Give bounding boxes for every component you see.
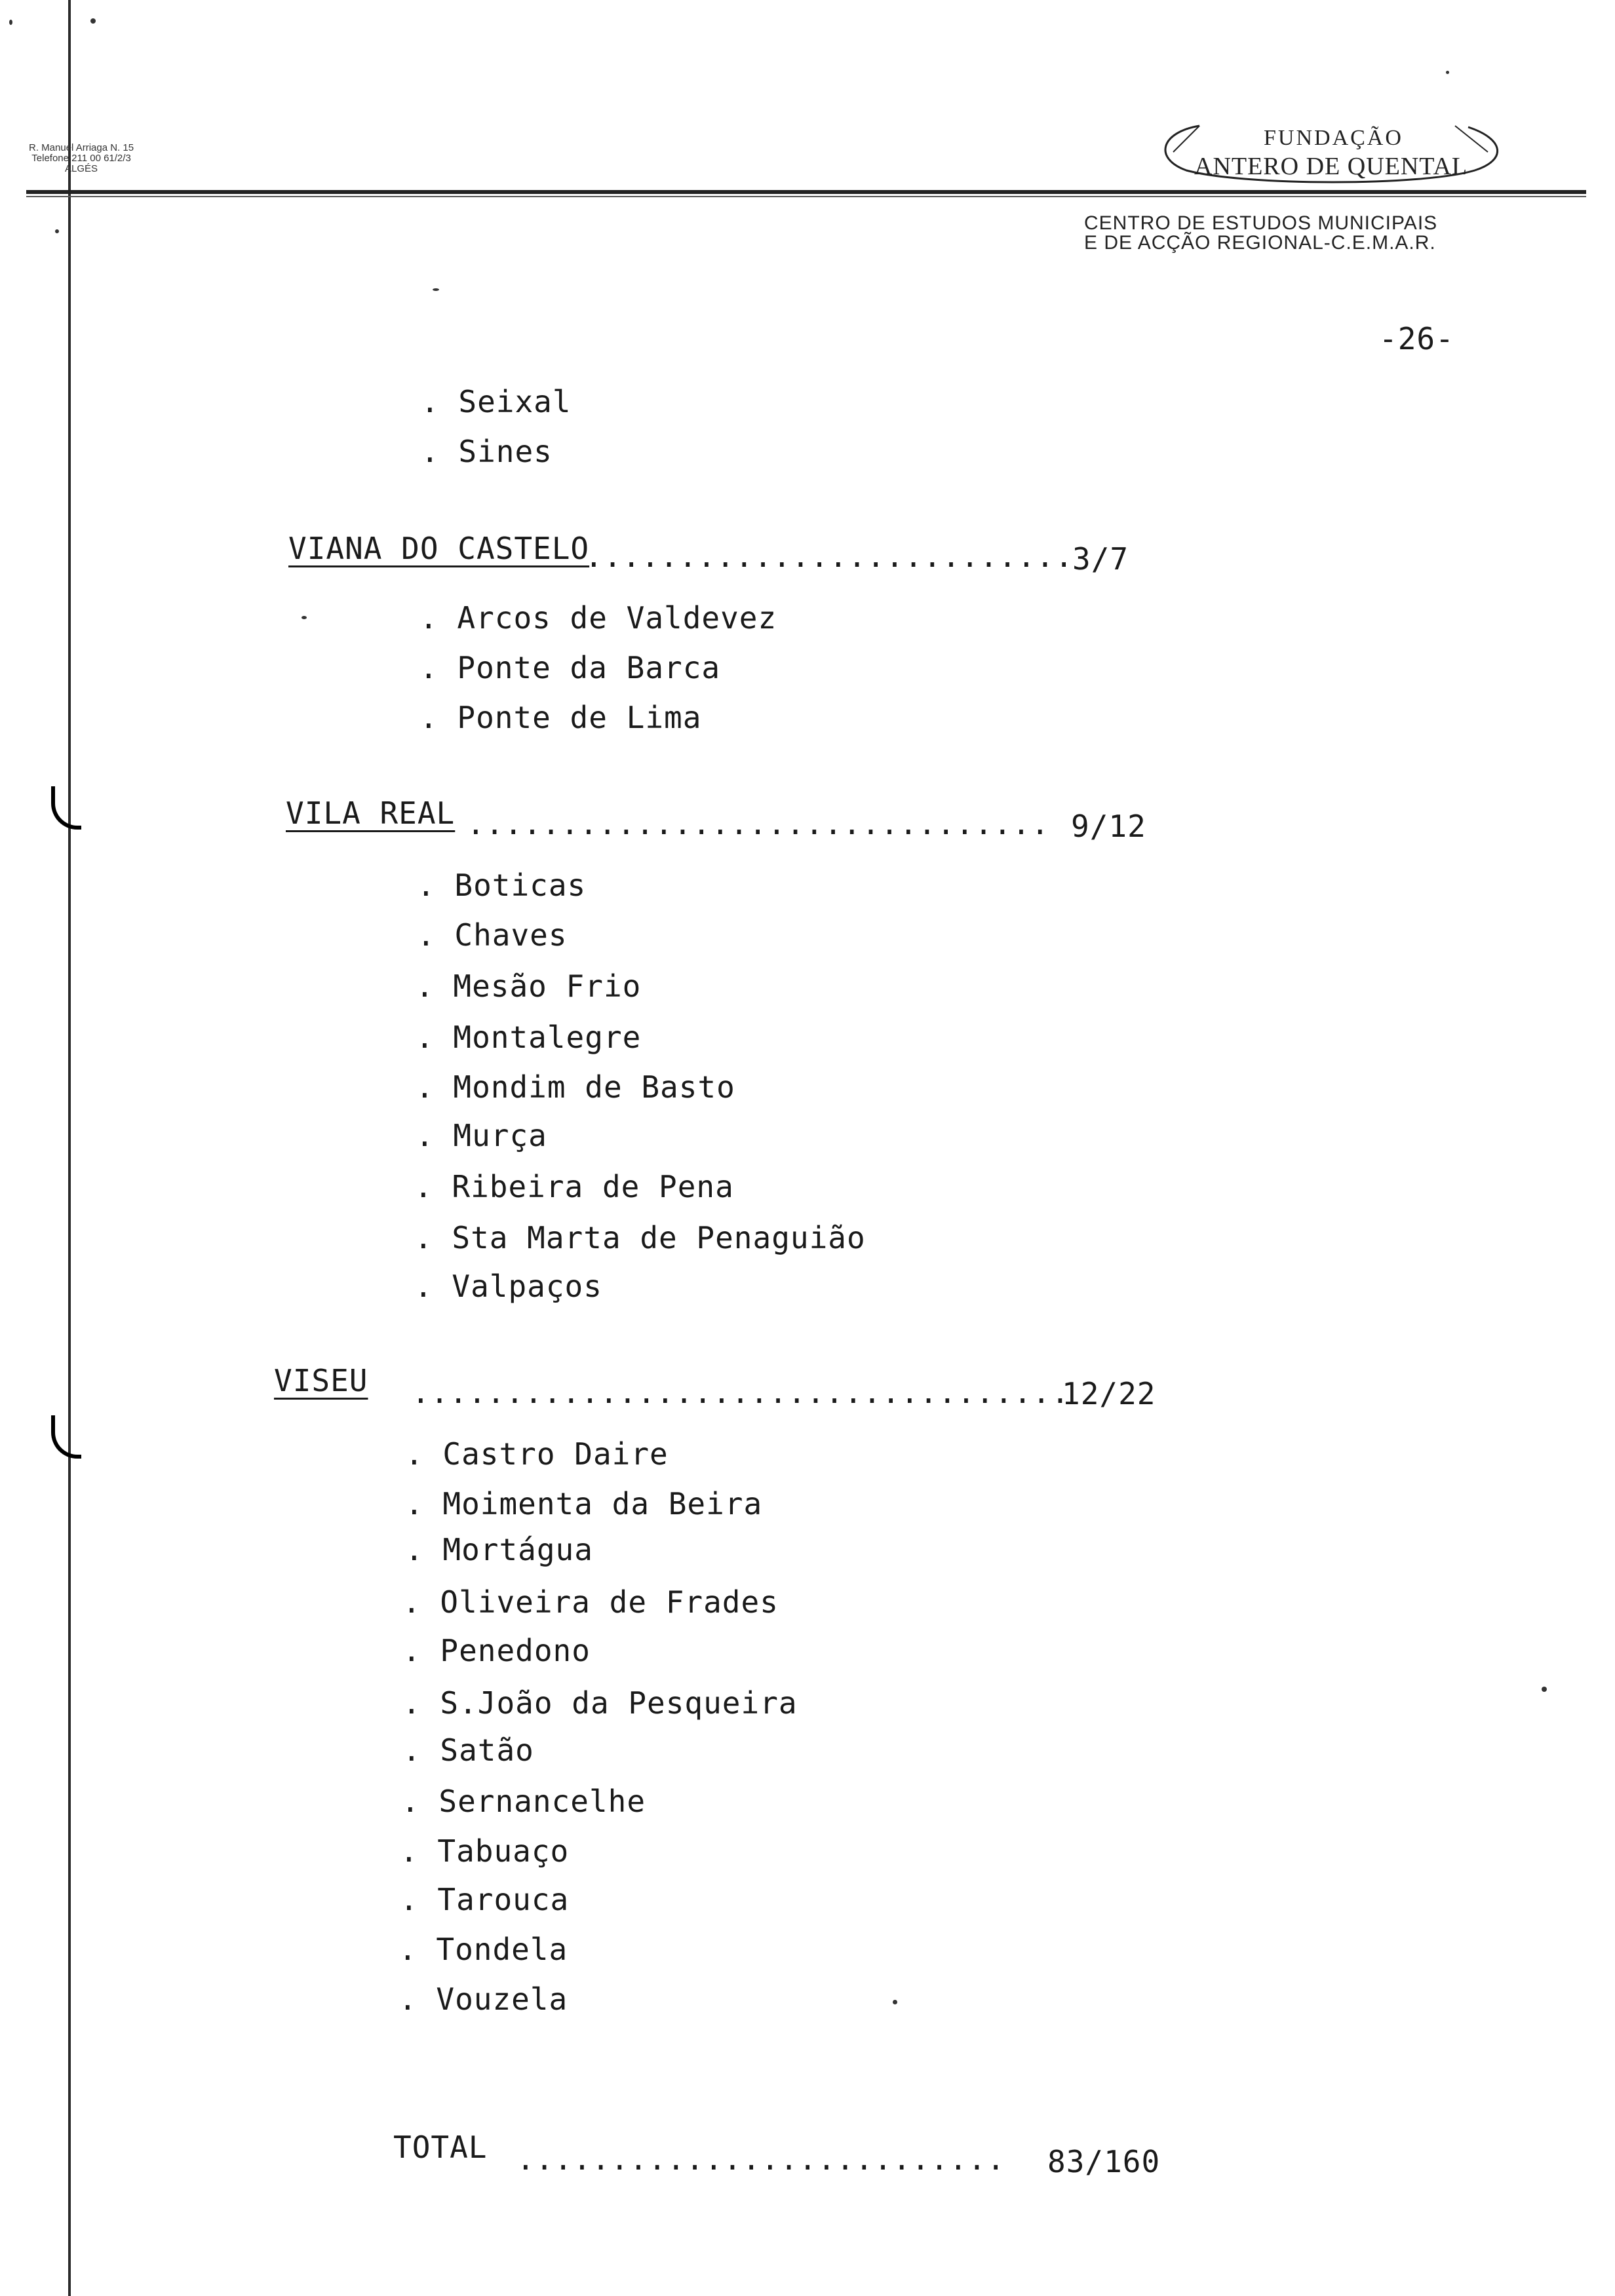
municipality-name: Mesão Frio bbox=[453, 968, 642, 1004]
speck bbox=[893, 2000, 897, 2004]
dot-leader: .......................... bbox=[585, 539, 1074, 574]
org-name-line: E DE ACÇÃO REGIONAL-C.E.M.A.R. bbox=[1084, 232, 1436, 254]
municipality-name: Penedono bbox=[440, 1633, 591, 1668]
municipality-name: Sernancelhe bbox=[438, 1784, 646, 1819]
list-item: . Tondela bbox=[399, 1932, 568, 1967]
header-rule-thin bbox=[26, 196, 1586, 197]
list-item: . Arcos de Valdevez bbox=[419, 600, 777, 636]
district-heading: VILA REAL bbox=[286, 795, 456, 831]
municipality-name: Valpaços bbox=[452, 1269, 602, 1304]
list-item: . Montalegre bbox=[416, 1020, 642, 1055]
org-name-block bbox=[1084, 214, 1437, 253]
municipality-name: Sta Marta de Penaguião bbox=[452, 1220, 866, 1255]
district-ratio: 9/12 bbox=[1071, 809, 1146, 844]
header-rule bbox=[26, 190, 1586, 194]
municipality-name: Mortágua bbox=[442, 1532, 593, 1567]
list-item: . Sines bbox=[421, 434, 553, 469]
speck bbox=[1542, 1687, 1547, 1692]
list-item: . Moimenta da Beira bbox=[405, 1486, 763, 1521]
binder-hole-mark bbox=[51, 1415, 81, 1459]
municipality-name: Sines bbox=[458, 434, 553, 469]
speck bbox=[302, 616, 307, 619]
list-item: . Sta Marta de Penaguião bbox=[414, 1220, 866, 1255]
municipality-name: Ribeira de Pena bbox=[452, 1169, 734, 1204]
list-item: . Seixal bbox=[421, 384, 572, 419]
list-item: . Sernancelhe bbox=[401, 1784, 646, 1819]
municipality-name: Satão bbox=[440, 1732, 534, 1768]
org-name-line: CENTRO DE ESTUDOS MUNICIPAIS bbox=[1084, 212, 1438, 234]
speck bbox=[55, 229, 59, 233]
list-item: . Boticas bbox=[417, 868, 587, 903]
total-ratio: 83/160 bbox=[1047, 2144, 1161, 2179]
list-item: . Penedono bbox=[402, 1633, 591, 1668]
list-item: . Ponte de Lima bbox=[419, 700, 702, 735]
municipality-name: Tabuaço bbox=[437, 1833, 570, 1869]
logo-text-antero: ANTERO DE QUENTAL bbox=[1194, 153, 1468, 180]
municipality-name: S.João da Pesqueira bbox=[440, 1685, 798, 1721]
list-item: . Chaves bbox=[417, 917, 568, 953]
list-item: . Mortágua bbox=[405, 1532, 593, 1567]
list-item: . Murça bbox=[416, 1118, 547, 1153]
municipality-name: Boticas bbox=[454, 868, 587, 903]
municipality-name: Murça bbox=[453, 1118, 547, 1153]
list-item: . Tarouca bbox=[400, 1882, 570, 1917]
list-item: . Castro Daire bbox=[405, 1436, 669, 1472]
list-item: . Ponte da Barca bbox=[419, 650, 721, 685]
list-item: . Ribeira de Pena bbox=[414, 1169, 734, 1204]
dot-leader: ................................... bbox=[412, 1375, 1070, 1410]
municipality-name: Castro Daire bbox=[442, 1436, 669, 1472]
address-line: ALGÉS bbox=[65, 163, 98, 174]
municipality-name: Seixal bbox=[458, 384, 572, 419]
list-item: . S.João da Pesqueira bbox=[402, 1685, 798, 1721]
list-item: . Vouzela bbox=[399, 1981, 568, 2017]
list-item: . Mondim de Basto bbox=[416, 1069, 735, 1105]
municipality-name: Tarouca bbox=[437, 1882, 570, 1917]
dot-leader: .......................... bbox=[516, 2141, 1006, 2177]
list-item: . Satão bbox=[402, 1732, 534, 1768]
dot-leader: ............................... bbox=[467, 806, 1050, 841]
district-ratio: 3/7 bbox=[1072, 541, 1129, 577]
list-item: . Tabuaço bbox=[400, 1833, 570, 1869]
speck bbox=[1446, 71, 1449, 74]
binder-hole-mark bbox=[51, 786, 81, 830]
municipality-name: Vouzela bbox=[436, 1981, 568, 2017]
municipality-name: Oliveira de Frades bbox=[440, 1584, 779, 1620]
address-line: R. Manuel Arriaga N. 15 bbox=[29, 142, 134, 153]
list-item: . Valpaços bbox=[414, 1269, 602, 1304]
speck bbox=[433, 288, 439, 291]
district-heading: VISEU bbox=[274, 1363, 368, 1398]
list-item: . Oliveira de Frades bbox=[402, 1584, 779, 1620]
municipality-name: Mondim de Basto bbox=[453, 1069, 735, 1105]
page-number: -26- bbox=[1379, 321, 1454, 356]
speck bbox=[90, 18, 96, 24]
municipality-name: Montalegre bbox=[453, 1020, 642, 1055]
district-ratio: 12/22 bbox=[1062, 1376, 1156, 1411]
left-margin-line bbox=[68, 0, 71, 2296]
speck bbox=[9, 20, 12, 25]
total-label: TOTAL bbox=[393, 2130, 488, 2165]
municipality-name: Ponte da Barca bbox=[457, 650, 721, 685]
municipality-name: Tondela bbox=[436, 1932, 568, 1967]
address-line: Telefone 211 00 61/2/3 bbox=[31, 153, 131, 164]
district-heading: VIANA DO CASTELO bbox=[288, 531, 590, 566]
municipality-name: Arcos de Valdevez bbox=[457, 600, 777, 636]
municipality-name: Moimenta da Beira bbox=[442, 1486, 763, 1521]
municipality-name: Ponte de Lima bbox=[457, 700, 702, 735]
list-item: . Mesão Frio bbox=[416, 968, 642, 1004]
address-block bbox=[29, 143, 134, 174]
logo-text-fundacao: FUNDAÇÃO bbox=[1264, 126, 1403, 150]
municipality-name: Chaves bbox=[454, 917, 568, 953]
